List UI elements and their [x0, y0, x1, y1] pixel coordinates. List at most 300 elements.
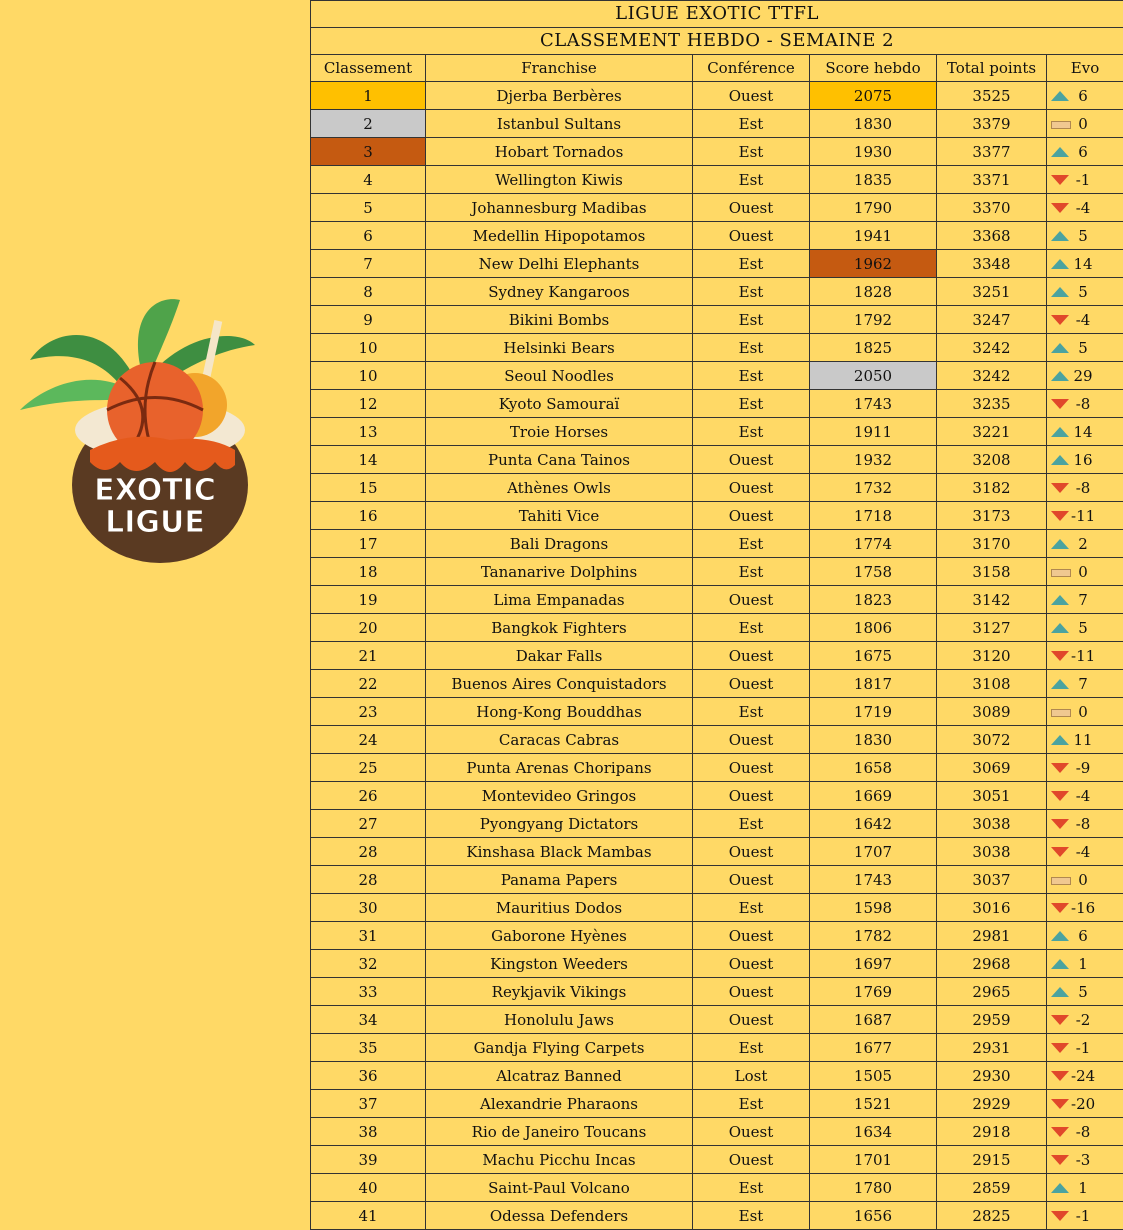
evo-value: -1: [1071, 1035, 1095, 1061]
conference-cell: Est: [693, 530, 810, 558]
conference-cell: Est: [693, 614, 810, 642]
arrow-up-icon: [1051, 371, 1069, 381]
arrow-down-icon: [1051, 175, 1069, 185]
score-cell: 1782: [810, 922, 937, 950]
table-row: [311, 222, 1123, 250]
score-cell: 1669: [810, 782, 937, 810]
rank-cell: 14: [311, 446, 426, 474]
evo-value: 0: [1071, 111, 1095, 137]
conference-cell: Ouest: [693, 978, 810, 1006]
rank-cell: 22: [311, 670, 426, 698]
conference-cell: Ouest: [693, 838, 810, 866]
table-row: [311, 1174, 1123, 1202]
arrow-down-icon: [1051, 1099, 1069, 1109]
col-header-conference: Conférence: [693, 55, 810, 82]
total-cell: 2929: [937, 1090, 1047, 1118]
total-cell: 3016: [937, 894, 1047, 922]
conference-cell: Est: [693, 894, 810, 922]
col-header-score: Score hebdo: [810, 55, 937, 82]
evo-cell: [1047, 502, 1123, 530]
table-row: [311, 670, 1123, 698]
score-cell: 1930: [810, 138, 937, 166]
team-cell: Djerba Berbères: [426, 82, 693, 110]
evo-cell: [1047, 698, 1123, 726]
conference-cell: Ouest: [693, 446, 810, 474]
evo-cell: [1047, 110, 1123, 138]
col-header-evo: Evo: [1047, 55, 1123, 82]
rank-cell: 34: [311, 1006, 426, 1034]
team-cell: Seoul Noodles: [426, 362, 693, 390]
rank-cell: 39: [311, 1146, 426, 1174]
team-cell: Reykjavik Vikings: [426, 978, 693, 1006]
table-row: [311, 838, 1123, 866]
rank-cell: 36: [311, 1062, 426, 1090]
table-row: [311, 1090, 1123, 1118]
arrow-up-icon: [1051, 231, 1069, 241]
evo-cell: [1047, 614, 1123, 642]
evo-cell: [1047, 642, 1123, 670]
conference-cell: Ouest: [693, 1146, 810, 1174]
logo-text-ligue: LIGUE: [105, 505, 205, 540]
standings-table: [310, 0, 1123, 1230]
table-row: [311, 1062, 1123, 1090]
rank-cell: 28: [311, 838, 426, 866]
evo-value: 14: [1071, 419, 1095, 445]
standings-sheet: [310, 0, 1123, 1200]
evo-cell: [1047, 586, 1123, 614]
arrow-down-icon: [1051, 819, 1069, 829]
total-cell: 3251: [937, 278, 1047, 306]
score-cell: 1718: [810, 502, 937, 530]
evo-cell: [1047, 530, 1123, 558]
conference-cell: Ouest: [693, 82, 810, 110]
total-cell: 3038: [937, 838, 1047, 866]
team-cell: Johannesburg Madibas: [426, 194, 693, 222]
evo-value: 2: [1071, 531, 1095, 557]
evo-value: 0: [1071, 867, 1095, 893]
arrow-up-icon: [1051, 623, 1069, 633]
conference-cell: Est: [693, 334, 810, 362]
total-cell: 3170: [937, 530, 1047, 558]
conference-cell: Lost: [693, 1062, 810, 1090]
rank-cell: 7: [311, 250, 426, 278]
score-cell: 1701: [810, 1146, 937, 1174]
table-row: [311, 810, 1123, 838]
evo-value: 29: [1071, 363, 1095, 389]
score-cell: 2050: [810, 362, 937, 390]
rank-cell: 8: [311, 278, 426, 306]
evo-cell: [1047, 1146, 1123, 1174]
team-cell: Troie Horses: [426, 418, 693, 446]
conference-cell: Est: [693, 810, 810, 838]
score-cell: 1658: [810, 754, 937, 782]
evo-value: 6: [1071, 923, 1095, 949]
evo-value: -4: [1071, 307, 1095, 333]
team-cell: Lima Empanadas: [426, 586, 693, 614]
arrow-down-icon: [1051, 1043, 1069, 1053]
evo-cell: [1047, 950, 1123, 978]
total-cell: 3051: [937, 782, 1047, 810]
col-header-team: Franchise: [426, 55, 693, 82]
rank-cell: 9: [311, 306, 426, 334]
col-header-rank: Classement: [311, 55, 426, 82]
rank-cell: 41: [311, 1202, 426, 1230]
table-row: [311, 698, 1123, 726]
evo-cell: [1047, 250, 1123, 278]
team-cell: Hobart Tornados: [426, 138, 693, 166]
conference-cell: Est: [693, 1174, 810, 1202]
evo-cell: [1047, 474, 1123, 502]
table-row: [311, 1202, 1123, 1230]
rank-cell: 19: [311, 586, 426, 614]
score-cell: 1521: [810, 1090, 937, 1118]
team-cell: Medellin Hipopotamos: [426, 222, 693, 250]
palm-leaf: [30, 335, 130, 385]
team-cell: Bikini Bombs: [426, 306, 693, 334]
table-row: [311, 306, 1123, 334]
arrow-down-icon: [1051, 651, 1069, 661]
conference-cell: Ouest: [693, 586, 810, 614]
evo-value: -1: [1071, 1203, 1095, 1229]
evo-cell: [1047, 726, 1123, 754]
evo-value: -8: [1071, 475, 1095, 501]
col-header-total: Total points: [937, 55, 1047, 82]
total-cell: 3371: [937, 166, 1047, 194]
table-row: [311, 586, 1123, 614]
total-cell: 2981: [937, 922, 1047, 950]
table-row: [311, 474, 1123, 502]
evo-value: 1: [1071, 1175, 1095, 1201]
total-cell: 3208: [937, 446, 1047, 474]
table-row: [311, 754, 1123, 782]
score-cell: 1743: [810, 866, 937, 894]
conference-cell: Ouest: [693, 474, 810, 502]
evo-value: 5: [1071, 615, 1095, 641]
score-cell: 1835: [810, 166, 937, 194]
arrow-up-icon: [1051, 595, 1069, 605]
team-cell: Saint-Paul Volcano: [426, 1174, 693, 1202]
evo-cell: [1047, 390, 1123, 418]
evo-cell: [1047, 754, 1123, 782]
evo-cell: [1047, 222, 1123, 250]
table-row: [311, 726, 1123, 754]
team-cell: Kyoto Samouraï: [426, 390, 693, 418]
evo-value: 16: [1071, 447, 1095, 473]
conference-cell: Est: [693, 1034, 810, 1062]
arrow-down-icon: [1051, 1015, 1069, 1025]
rank-cell: 37: [311, 1090, 426, 1118]
score-cell: 1825: [810, 334, 937, 362]
rank-cell: 6: [311, 222, 426, 250]
arrow-down-icon: [1051, 1211, 1069, 1221]
evo-cell: [1047, 782, 1123, 810]
rank-cell: 38: [311, 1118, 426, 1146]
team-cell: Alexandrie Pharaons: [426, 1090, 693, 1118]
rank-cell: 15: [311, 474, 426, 502]
rank-cell: 23: [311, 698, 426, 726]
arrow-down-icon: [1051, 847, 1069, 857]
conference-cell: Ouest: [693, 1118, 810, 1146]
evo-value: 14: [1071, 251, 1095, 277]
rank-cell: 35: [311, 1034, 426, 1062]
conference-cell: Ouest: [693, 642, 810, 670]
arrow-down-icon: [1051, 315, 1069, 325]
conference-cell: Ouest: [693, 670, 810, 698]
total-cell: 3379: [937, 110, 1047, 138]
evo-value: 6: [1071, 139, 1095, 165]
conference-cell: Ouest: [693, 222, 810, 250]
total-cell: 3072: [937, 726, 1047, 754]
table-row: [311, 950, 1123, 978]
score-cell: 1792: [810, 306, 937, 334]
table-row: [311, 1118, 1123, 1146]
rank-cell: 4: [311, 166, 426, 194]
evo-value: 0: [1071, 559, 1095, 585]
evo-value: -8: [1071, 391, 1095, 417]
score-cell: 1830: [810, 726, 937, 754]
evo-cell: [1047, 166, 1123, 194]
evo-cell: [1047, 894, 1123, 922]
score-cell: 1707: [810, 838, 937, 866]
conference-cell: Ouest: [693, 866, 810, 894]
score-cell: 1790: [810, 194, 937, 222]
conference-cell: Ouest: [693, 726, 810, 754]
conference-cell: Est: [693, 698, 810, 726]
team-cell: Kingston Weeders: [426, 950, 693, 978]
conference-cell: Ouest: [693, 754, 810, 782]
conference-cell: Ouest: [693, 922, 810, 950]
evo-cell: [1047, 1062, 1123, 1090]
total-cell: 3158: [937, 558, 1047, 586]
evo-cell: [1047, 418, 1123, 446]
arrow-up-icon: [1051, 987, 1069, 997]
total-cell: 3120: [937, 642, 1047, 670]
rank-cell: 3: [311, 138, 426, 166]
evo-cell: [1047, 306, 1123, 334]
arrow-down-icon: [1051, 511, 1069, 521]
evo-cell: [1047, 334, 1123, 362]
table-row: [311, 922, 1123, 950]
evo-value: -3: [1071, 1147, 1095, 1173]
total-cell: 3173: [937, 502, 1047, 530]
rank-cell: 16: [311, 502, 426, 530]
rank-cell: 27: [311, 810, 426, 838]
evo-cell: [1047, 138, 1123, 166]
evo-cell: [1047, 1034, 1123, 1062]
total-cell: 3348: [937, 250, 1047, 278]
team-cell: Tananarive Dolphins: [426, 558, 693, 586]
total-cell: 2968: [937, 950, 1047, 978]
score-cell: 1719: [810, 698, 937, 726]
evo-value: -8: [1071, 811, 1095, 837]
team-cell: Wellington Kiwis: [426, 166, 693, 194]
table-row: [311, 502, 1123, 530]
team-cell: Panama Papers: [426, 866, 693, 894]
total-cell: 2930: [937, 1062, 1047, 1090]
score-cell: 1774: [810, 530, 937, 558]
score-cell: 1505: [810, 1062, 937, 1090]
score-cell: 1806: [810, 614, 937, 642]
conference-cell: Est: [693, 166, 810, 194]
score-cell: 1634: [810, 1118, 937, 1146]
total-cell: 3069: [937, 754, 1047, 782]
conference-cell: Est: [693, 390, 810, 418]
evo-value: 7: [1071, 587, 1095, 613]
table-row: [311, 894, 1123, 922]
rank-cell: 13: [311, 418, 426, 446]
score-cell: 1642: [810, 810, 937, 838]
table-row: [311, 530, 1123, 558]
score-cell: 1962: [810, 250, 937, 278]
table-row: [311, 138, 1123, 166]
conference-cell: Est: [693, 250, 810, 278]
total-cell: 3127: [937, 614, 1047, 642]
evo-cell: [1047, 446, 1123, 474]
table-row: [311, 558, 1123, 586]
total-cell: 3247: [937, 306, 1047, 334]
team-cell: Dakar Falls: [426, 642, 693, 670]
rank-cell: 20: [311, 614, 426, 642]
week-subtitle: CLASSEMENT HEBDO - SEMAINE 2: [311, 28, 1123, 55]
score-cell: 2075: [810, 82, 937, 110]
conference-cell: Est: [693, 110, 810, 138]
evo-cell: [1047, 866, 1123, 894]
flat-bar-icon: [1051, 121, 1071, 129]
rank-cell: 32: [311, 950, 426, 978]
arrow-up-icon: [1051, 147, 1069, 157]
table-row: [311, 250, 1123, 278]
rank-cell: 5: [311, 194, 426, 222]
team-cell: Tahiti Vice: [426, 502, 693, 530]
score-cell: 1828: [810, 278, 937, 306]
evo-value: 5: [1071, 223, 1095, 249]
score-cell: 1675: [810, 642, 937, 670]
total-cell: 3108: [937, 670, 1047, 698]
evo-value: -20: [1071, 1091, 1095, 1117]
team-cell: Caracas Cabras: [426, 726, 693, 754]
rank-cell: 10: [311, 334, 426, 362]
conference-cell: Est: [693, 1202, 810, 1230]
league-title: LIGUE EXOTIC TTFL: [311, 1, 1123, 28]
score-cell: 1598: [810, 894, 937, 922]
conference-cell: Est: [693, 558, 810, 586]
arrow-down-icon: [1051, 763, 1069, 773]
total-cell: 3037: [937, 866, 1047, 894]
palm-leaf: [20, 380, 120, 410]
team-cell: Honolulu Jaws: [426, 1006, 693, 1034]
table-row: [311, 110, 1123, 138]
table-row: [311, 334, 1123, 362]
team-cell: Helsinki Bears: [426, 334, 693, 362]
arrow-up-icon: [1051, 931, 1069, 941]
team-cell: Punta Arenas Choripans: [426, 754, 693, 782]
total-cell: 3370: [937, 194, 1047, 222]
table-row: [311, 390, 1123, 418]
total-cell: 3142: [937, 586, 1047, 614]
table-row: [311, 1034, 1123, 1062]
team-cell: Punta Cana Tainos: [426, 446, 693, 474]
table-row: [311, 866, 1123, 894]
team-cell: Athènes Owls: [426, 474, 693, 502]
score-cell: 1932: [810, 446, 937, 474]
conference-cell: Ouest: [693, 194, 810, 222]
score-cell: 1656: [810, 1202, 937, 1230]
rank-cell: 33: [311, 978, 426, 1006]
team-cell: Alcatraz Banned: [426, 1062, 693, 1090]
evo-value: 7: [1071, 671, 1095, 697]
evo-value: -1: [1071, 167, 1095, 193]
evo-cell: [1047, 82, 1123, 110]
rank-cell: 31: [311, 922, 426, 950]
team-cell: Pyongyang Dictators: [426, 810, 693, 838]
evo-cell: [1047, 1006, 1123, 1034]
rank-cell: 10: [311, 362, 426, 390]
total-cell: 2825: [937, 1202, 1047, 1230]
evo-cell: [1047, 922, 1123, 950]
total-cell: 3242: [937, 362, 1047, 390]
score-cell: 1823: [810, 586, 937, 614]
table-row: [311, 82, 1123, 110]
arrow-up-icon: [1051, 959, 1069, 969]
score-cell: 1697: [810, 950, 937, 978]
team-cell: Kinshasa Black Mambas: [426, 838, 693, 866]
evo-value: -4: [1071, 195, 1095, 221]
total-cell: 3182: [937, 474, 1047, 502]
score-cell: 1817: [810, 670, 937, 698]
arrow-up-icon: [1051, 427, 1069, 437]
table-row: [311, 166, 1123, 194]
total-cell: 3525: [937, 82, 1047, 110]
evo-cell: [1047, 1090, 1123, 1118]
evo-value: 5: [1071, 279, 1095, 305]
conference-cell: Ouest: [693, 502, 810, 530]
evo-cell: [1047, 278, 1123, 306]
evo-value: 5: [1071, 335, 1095, 361]
rank-cell: 40: [311, 1174, 426, 1202]
arrow-up-icon: [1051, 539, 1069, 549]
team-cell: Buenos Aires Conquistadors: [426, 670, 693, 698]
arrow-up-icon: [1051, 679, 1069, 689]
team-cell: Istanbul Sultans: [426, 110, 693, 138]
rank-cell: 18: [311, 558, 426, 586]
team-cell: Hong-Kong Bouddhas: [426, 698, 693, 726]
arrow-up-icon: [1051, 1183, 1069, 1193]
score-cell: 1687: [810, 1006, 937, 1034]
total-cell: 3242: [937, 334, 1047, 362]
evo-cell: [1047, 1202, 1123, 1230]
evo-value: 6: [1071, 83, 1095, 109]
evo-value: -16: [1071, 895, 1095, 921]
rank-cell: 21: [311, 642, 426, 670]
arrow-up-icon: [1051, 735, 1069, 745]
score-cell: 1911: [810, 418, 937, 446]
table-row: [311, 362, 1123, 390]
team-cell: Montevideo Gringos: [426, 782, 693, 810]
score-cell: 1743: [810, 390, 937, 418]
evo-value: -11: [1071, 503, 1095, 529]
evo-value: 0: [1071, 699, 1095, 725]
rank-cell: 12: [311, 390, 426, 418]
evo-value: 1: [1071, 951, 1095, 977]
evo-value: -2: [1071, 1007, 1095, 1033]
table-row: [311, 1006, 1123, 1034]
conference-cell: Est: [693, 278, 810, 306]
total-cell: 2915: [937, 1146, 1047, 1174]
evo-value: -4: [1071, 783, 1095, 809]
evo-cell: [1047, 362, 1123, 390]
rank-cell: 30: [311, 894, 426, 922]
arrow-up-icon: [1051, 343, 1069, 353]
